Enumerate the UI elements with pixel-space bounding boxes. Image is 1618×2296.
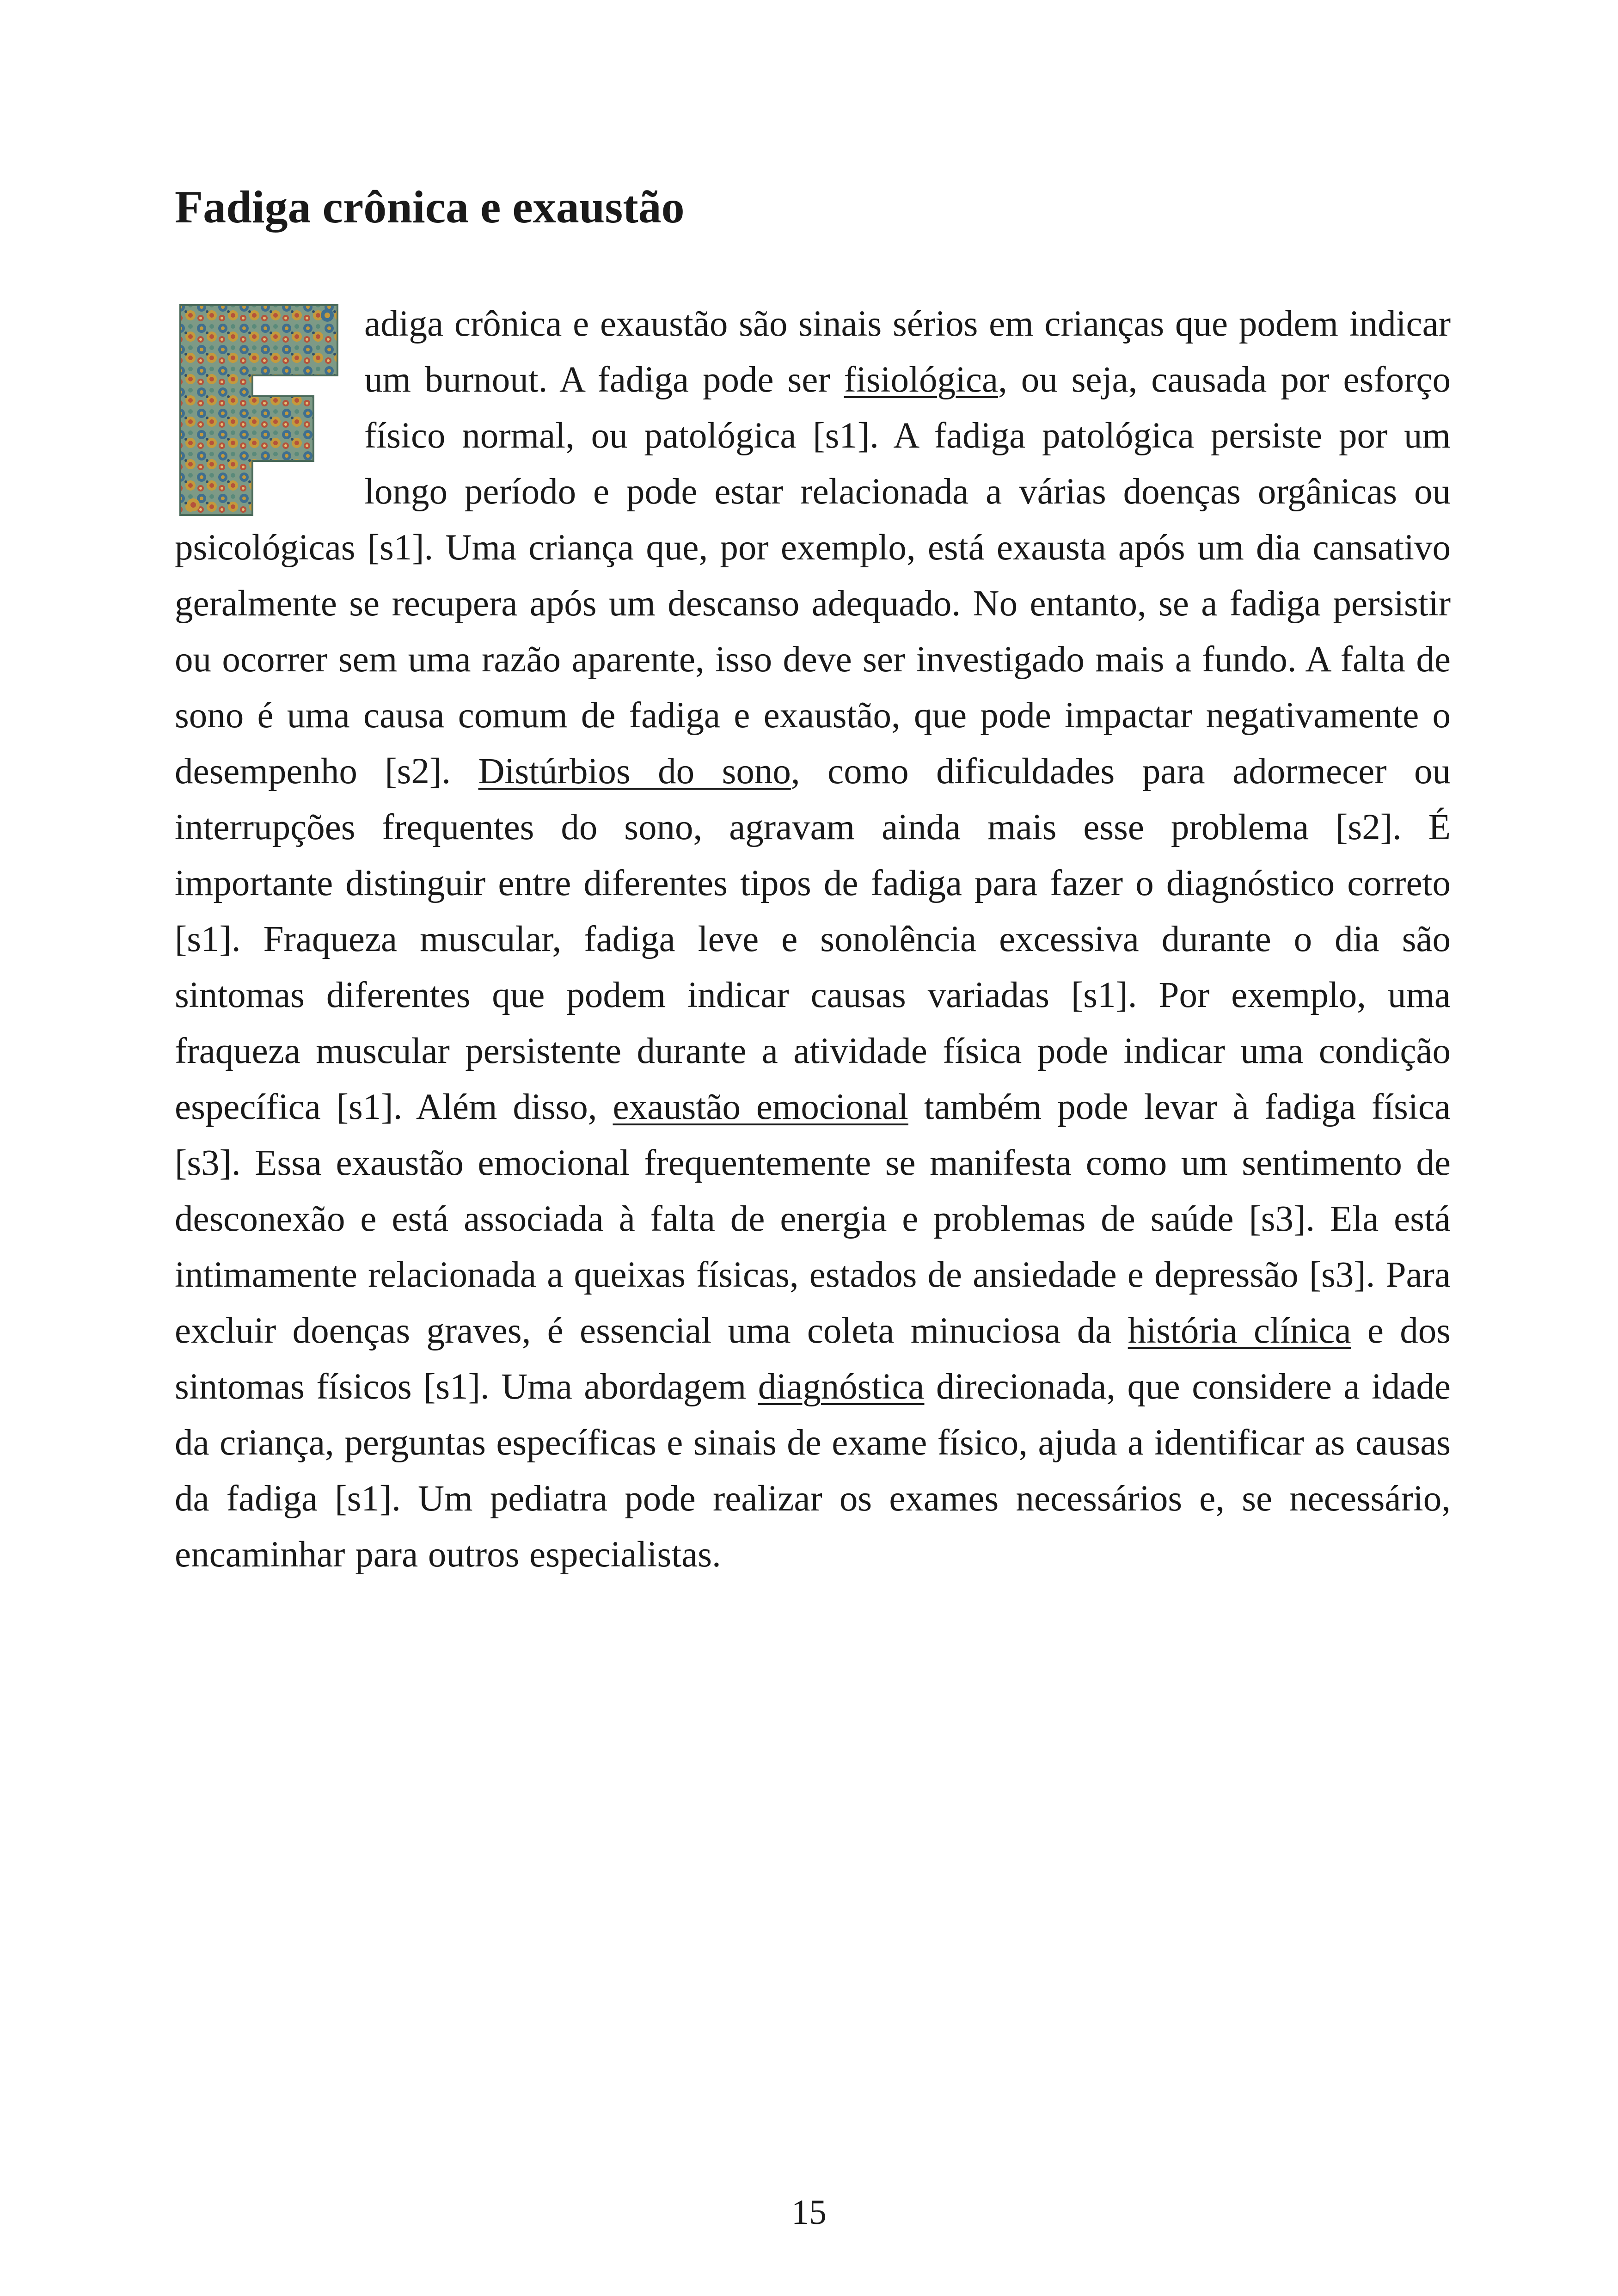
text-run: e dos sintomas físicos [s1]. Uma abordagem (175, 1311, 1451, 1407)
page-number: 15 (791, 2193, 827, 2232)
text-run: , como dificuldades para adormecer ou interrupções frequentes do sono, agravam ainda mais esse problema [s2]. É importante distinguir entre diferentes tipos de fadiga para fazer o diagnóstico correto [s1]. Fraqueza muscular, fadiga leve e sonolência excessiva durante o dia são sintomas diferentes que podem indicar causas variadas [s1]. Por exemplo, uma fraqueza muscular persistente durante a atividade física pode indicar uma condição específica [s1]. Além disso, (175, 751, 1451, 1127)
link-diagnostica[interactable]: diagnóstica (758, 1367, 925, 1407)
page-title: Fadiga crônica e exaustão (175, 181, 685, 233)
drop-cap-letter-f (175, 301, 346, 519)
link-historia-clinica[interactable]: história clínica (1128, 1311, 1351, 1351)
text-run: adiga crônica e exaustão são sinais sérios em crianças que podem indicar um burnout. A fadiga pode ser (364, 304, 1451, 400)
link-disturbios-do-sono[interactable]: Distúrbios do sono (478, 751, 791, 792)
text-run: , ou seja, causada por esforço físico normal, ou patológica [s1]. A fadiga patológica persiste por um longo período e pode estar relacionada a várias doenças orgânicas ou psicológicas [s1]. Uma criança que, por exemplo, está exausta após um dia cansativo geralmente se recupera após um descanso adequado. No entanto, se a fadiga persistir ou ocorrer sem uma razão aparente, isso deve ser investigado mais a fundo. A falta de sono é uma causa comum de fadiga e exaustão, que pode impactar negativamente o desempenho [s2]. (175, 360, 1451, 792)
body-paragraph (175, 296, 1451, 1583)
link-fisiologica[interactable]: fisiológica (844, 360, 999, 400)
text-run: direcionada, que considere a idade da criança, perguntas específicas e sinais de exame físico, ajuda a identificar as causas da fadiga [s1]. Um pediatra pode realizar os exames necessários e, se necessário, encaminhar para outros especialistas. (175, 1367, 1451, 1575)
ornamental-floral-letter-f-icon (175, 301, 346, 519)
text-run: também pode levar à fadiga física [s3]. Essa exaustão emocional frequentemente se manifesta como um sentimento de desconexão e está associada à falta de energia e problemas de saúde [s3]. Ela está intimamente relacionada a queixas físicas, estados de ansiedade e depressão [s3]. Para excluir doenças graves, é essencial uma coleta minuciosa da (175, 1087, 1451, 1351)
link-exaustao-emocional[interactable]: exaustão emocional (613, 1087, 908, 1127)
